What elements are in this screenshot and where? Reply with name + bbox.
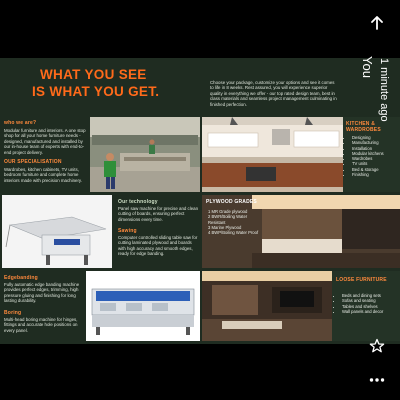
plywood-heading: PLYWOOD GRADES [206, 199, 257, 205]
kitchen-wardrobes-box [343, 117, 400, 192]
loose-heading: LOOSE FURNITURE [336, 277, 387, 283]
loose-list [336, 293, 400, 314]
plywood-list [206, 209, 260, 235]
story-time: 1 minute ago [378, 58, 390, 122]
who-body: Modular furniture and interiors. A one stop shop for all your home furniture needs - designed, manufactured and installed by our in-house team of experts with end-to-end project delivery. [4, 128, 86, 155]
factory-photo [90, 117, 200, 192]
edge-body: Fully automatic edge banding machine provides perfect edges, trimming, high pressure gluing and finishing for long lasting durability. [4, 282, 80, 304]
plywood-item: 1 MR Grade plywood [208, 209, 248, 214]
specialisation-heading: OUR SPECIALISATION [4, 159, 62, 165]
bedroom-photo [202, 195, 400, 268]
kitchen-photo [202, 117, 343, 192]
plywood-item: 3 Marine Plywood [208, 224, 242, 230]
plywood-item: 4 BWP/Boiling Water Proof [208, 230, 259, 236]
tech-heading: Our technology [118, 199, 158, 205]
share-icon [369, 15, 385, 31]
headline-line-1: WHAT YOU SEE [40, 67, 147, 82]
edge-heading: Edgebanding [4, 275, 38, 281]
kitchen-item: • Manufacturing [352, 140, 400, 145]
loose-item: • Tables and shelves [342, 304, 400, 309]
panel-saw-photo [2, 195, 112, 268]
share-button[interactable] [366, 12, 388, 34]
loose-item: • Beds and dining sets [342, 293, 400, 298]
plywood-item: 2 BWR/Boiling Water Resistant [208, 214, 248, 225]
boring-heading: Boring [4, 310, 22, 316]
tech-body: Panel saw machine for precise and clean cutting of boards, ensuring perfect dimensions every time. [118, 206, 199, 222]
kitchen-item: • TV units [352, 161, 400, 166]
kitchen-item: • Finishing [352, 172, 400, 177]
loose-item: • Wall panels and decor [342, 309, 400, 314]
kitchen-heading: KITCHEN & WARDROBES [346, 121, 381, 133]
loose-item: • Sofas and seating [342, 298, 400, 303]
brochure-image [0, 58, 400, 344]
story-author: You [360, 56, 375, 78]
edgebanding-machine-photo [86, 271, 200, 341]
kitchen-item: • Installation [352, 146, 400, 151]
kitchen-item: • Designing [352, 135, 400, 140]
more-options-icon [369, 377, 385, 383]
living-room-photo [202, 271, 332, 341]
specialisation-body: Wardrobes, kitchen cabinets, TV units, bedroom furniture and complete home interiors made with precision machinery. [4, 167, 83, 183]
intro-text: Choose your package, customize your options and see it comes to life in 8 weeks. Rest assured, you will experience superior quality in everything we offer - our top rated design team, best in class materials and seamless project management culminating in finished perfection. [210, 80, 337, 107]
sawing-body: Computer controlled sliding table saw for cutting laminated plywood and boards with high accuracy and smooth edges, ready for edge banding. [118, 235, 198, 257]
favorite-button[interactable] [366, 335, 388, 357]
kitchen-item: • Modular kitchens [352, 151, 400, 156]
more-options-button[interactable] [366, 372, 388, 388]
who-heading: who we are? [4, 120, 37, 126]
kitchen-item: • Bed & storage [352, 167, 400, 172]
kitchen-list [346, 135, 400, 177]
kitchen-item: • Wardrobes [352, 156, 400, 161]
sawing-heading: Sawing [118, 228, 137, 234]
star-icon [369, 338, 385, 354]
boring-body: Multi-head boring machine for hinges, fittings and accurate hole positions on every panel. [4, 317, 78, 333]
loose-furniture-box [332, 271, 400, 341]
headline-line-2: IS WHAT YOU GET. [32, 84, 160, 99]
